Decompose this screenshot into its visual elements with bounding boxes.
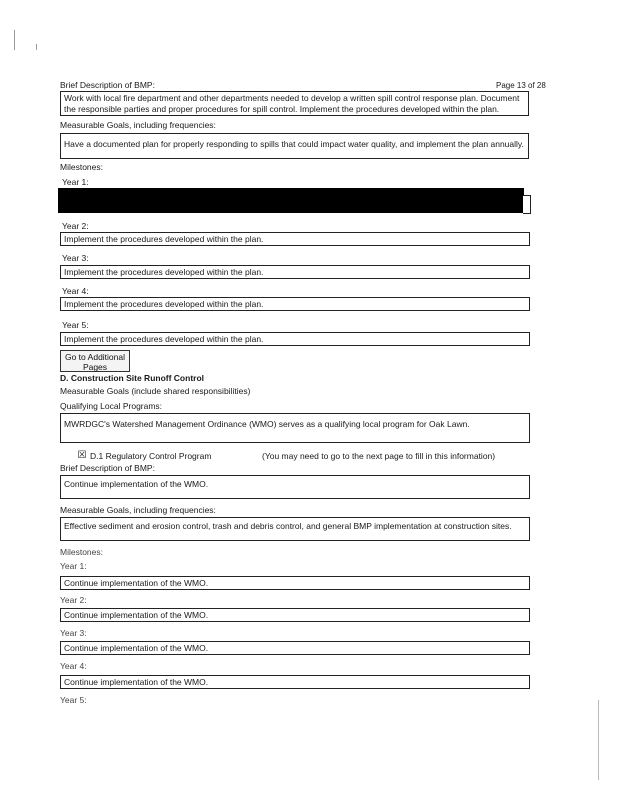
- spill-year5-field[interactable]: Implement the procedures developed within the plan.: [60, 332, 530, 346]
- construction-year3-field[interactable]: Continue implementation of the WMO.: [60, 641, 530, 655]
- spill-year1-field-edge[interactable]: [523, 195, 531, 214]
- spill-year2-label: Year 2:: [62, 221, 89, 231]
- construction-brief-label: Brief Description of BMP:: [60, 463, 155, 473]
- go-to-additional-pages-button[interactable]: Go to Additional Pages: [60, 350, 130, 372]
- redaction-bar: [58, 188, 524, 213]
- spill-year3-label: Year 3:: [62, 253, 89, 263]
- construction-year4-field[interactable]: Continue implementation of the WMO.: [60, 675, 530, 689]
- construction-year2-field[interactable]: Continue implementation of the WMO.: [60, 608, 530, 622]
- spill-goals-field[interactable]: Have a documented plan for properly responding to spills that could impact water quality, and implement the plan annually.: [60, 133, 529, 159]
- spill-year1-label: Year 1:: [62, 177, 89, 187]
- scan-artifact-right: [598, 700, 599, 780]
- construction-year5-label: Year 5:: [60, 695, 87, 705]
- construction-goals-shared-label: Measurable Goals (include shared responsibilities): [60, 386, 251, 396]
- construction-year1-label: Year 1:: [60, 561, 87, 571]
- construction-year2-label: Year 2:: [60, 595, 87, 605]
- construction-site-section-title: D. Construction Site Runoff Control: [60, 373, 205, 383]
- brief-description-label: Brief Description of BMP:: [60, 80, 155, 90]
- construction-year1-field[interactable]: Continue implementation of the WMO.: [60, 576, 530, 590]
- spill-brief-description-field[interactable]: Work with local fire department and other departments needed to develop a written spill control response plan. Document the responsible parties and proper procedures for spill control. Implement the procedures developed within the plan.: [60, 91, 529, 116]
- scan-artifact-left-2: [36, 44, 37, 50]
- spill-year2-field[interactable]: Implement the procedures developed within the plan.: [60, 232, 530, 246]
- regulatory-program-note: (You may need to go to the next page to fill in this information): [262, 451, 496, 461]
- page-number: Page 13 of 28: [496, 81, 546, 90]
- spill-goals-label: Measurable Goals, including frequencies:: [60, 120, 216, 130]
- construction-brief-field[interactable]: Continue implementation of the WMO.: [60, 475, 530, 499]
- regulatory-program-checkbox[interactable]: ☒: [77, 450, 87, 461]
- spill-year3-field[interactable]: Implement the procedures developed within the plan.: [60, 265, 530, 279]
- construction-milestones-label: Milestones:: [60, 547, 103, 557]
- scan-artifact-left: [14, 30, 15, 50]
- spill-year4-field[interactable]: Implement the procedures developed within the plan.: [60, 297, 530, 311]
- qualifying-programs-label: Qualifying Local Programs:: [60, 401, 163, 411]
- construction-year4-label: Year 4:: [60, 661, 87, 671]
- spill-milestones-label: Milestones:: [60, 162, 103, 172]
- construction-year3-label: Year 3:: [60, 628, 87, 638]
- construction-goals-field[interactable]: Effective sediment and erosion control, trash and debris control, and general BMP implementation at construction sites.: [60, 517, 530, 541]
- spill-year4-label: Year 4:: [62, 286, 89, 296]
- spill-year5-label: Year 5:: [62, 320, 89, 330]
- construction-goals-label: Measurable Goals, including frequencies:: [60, 505, 216, 515]
- regulatory-program-label: D.1 Regulatory Control Program: [90, 451, 212, 461]
- qualifying-programs-field[interactable]: MWRDGC's Watershed Management Ordinance (WMO) serves as a qualifying local program for Oak Lawn.: [60, 413, 530, 443]
